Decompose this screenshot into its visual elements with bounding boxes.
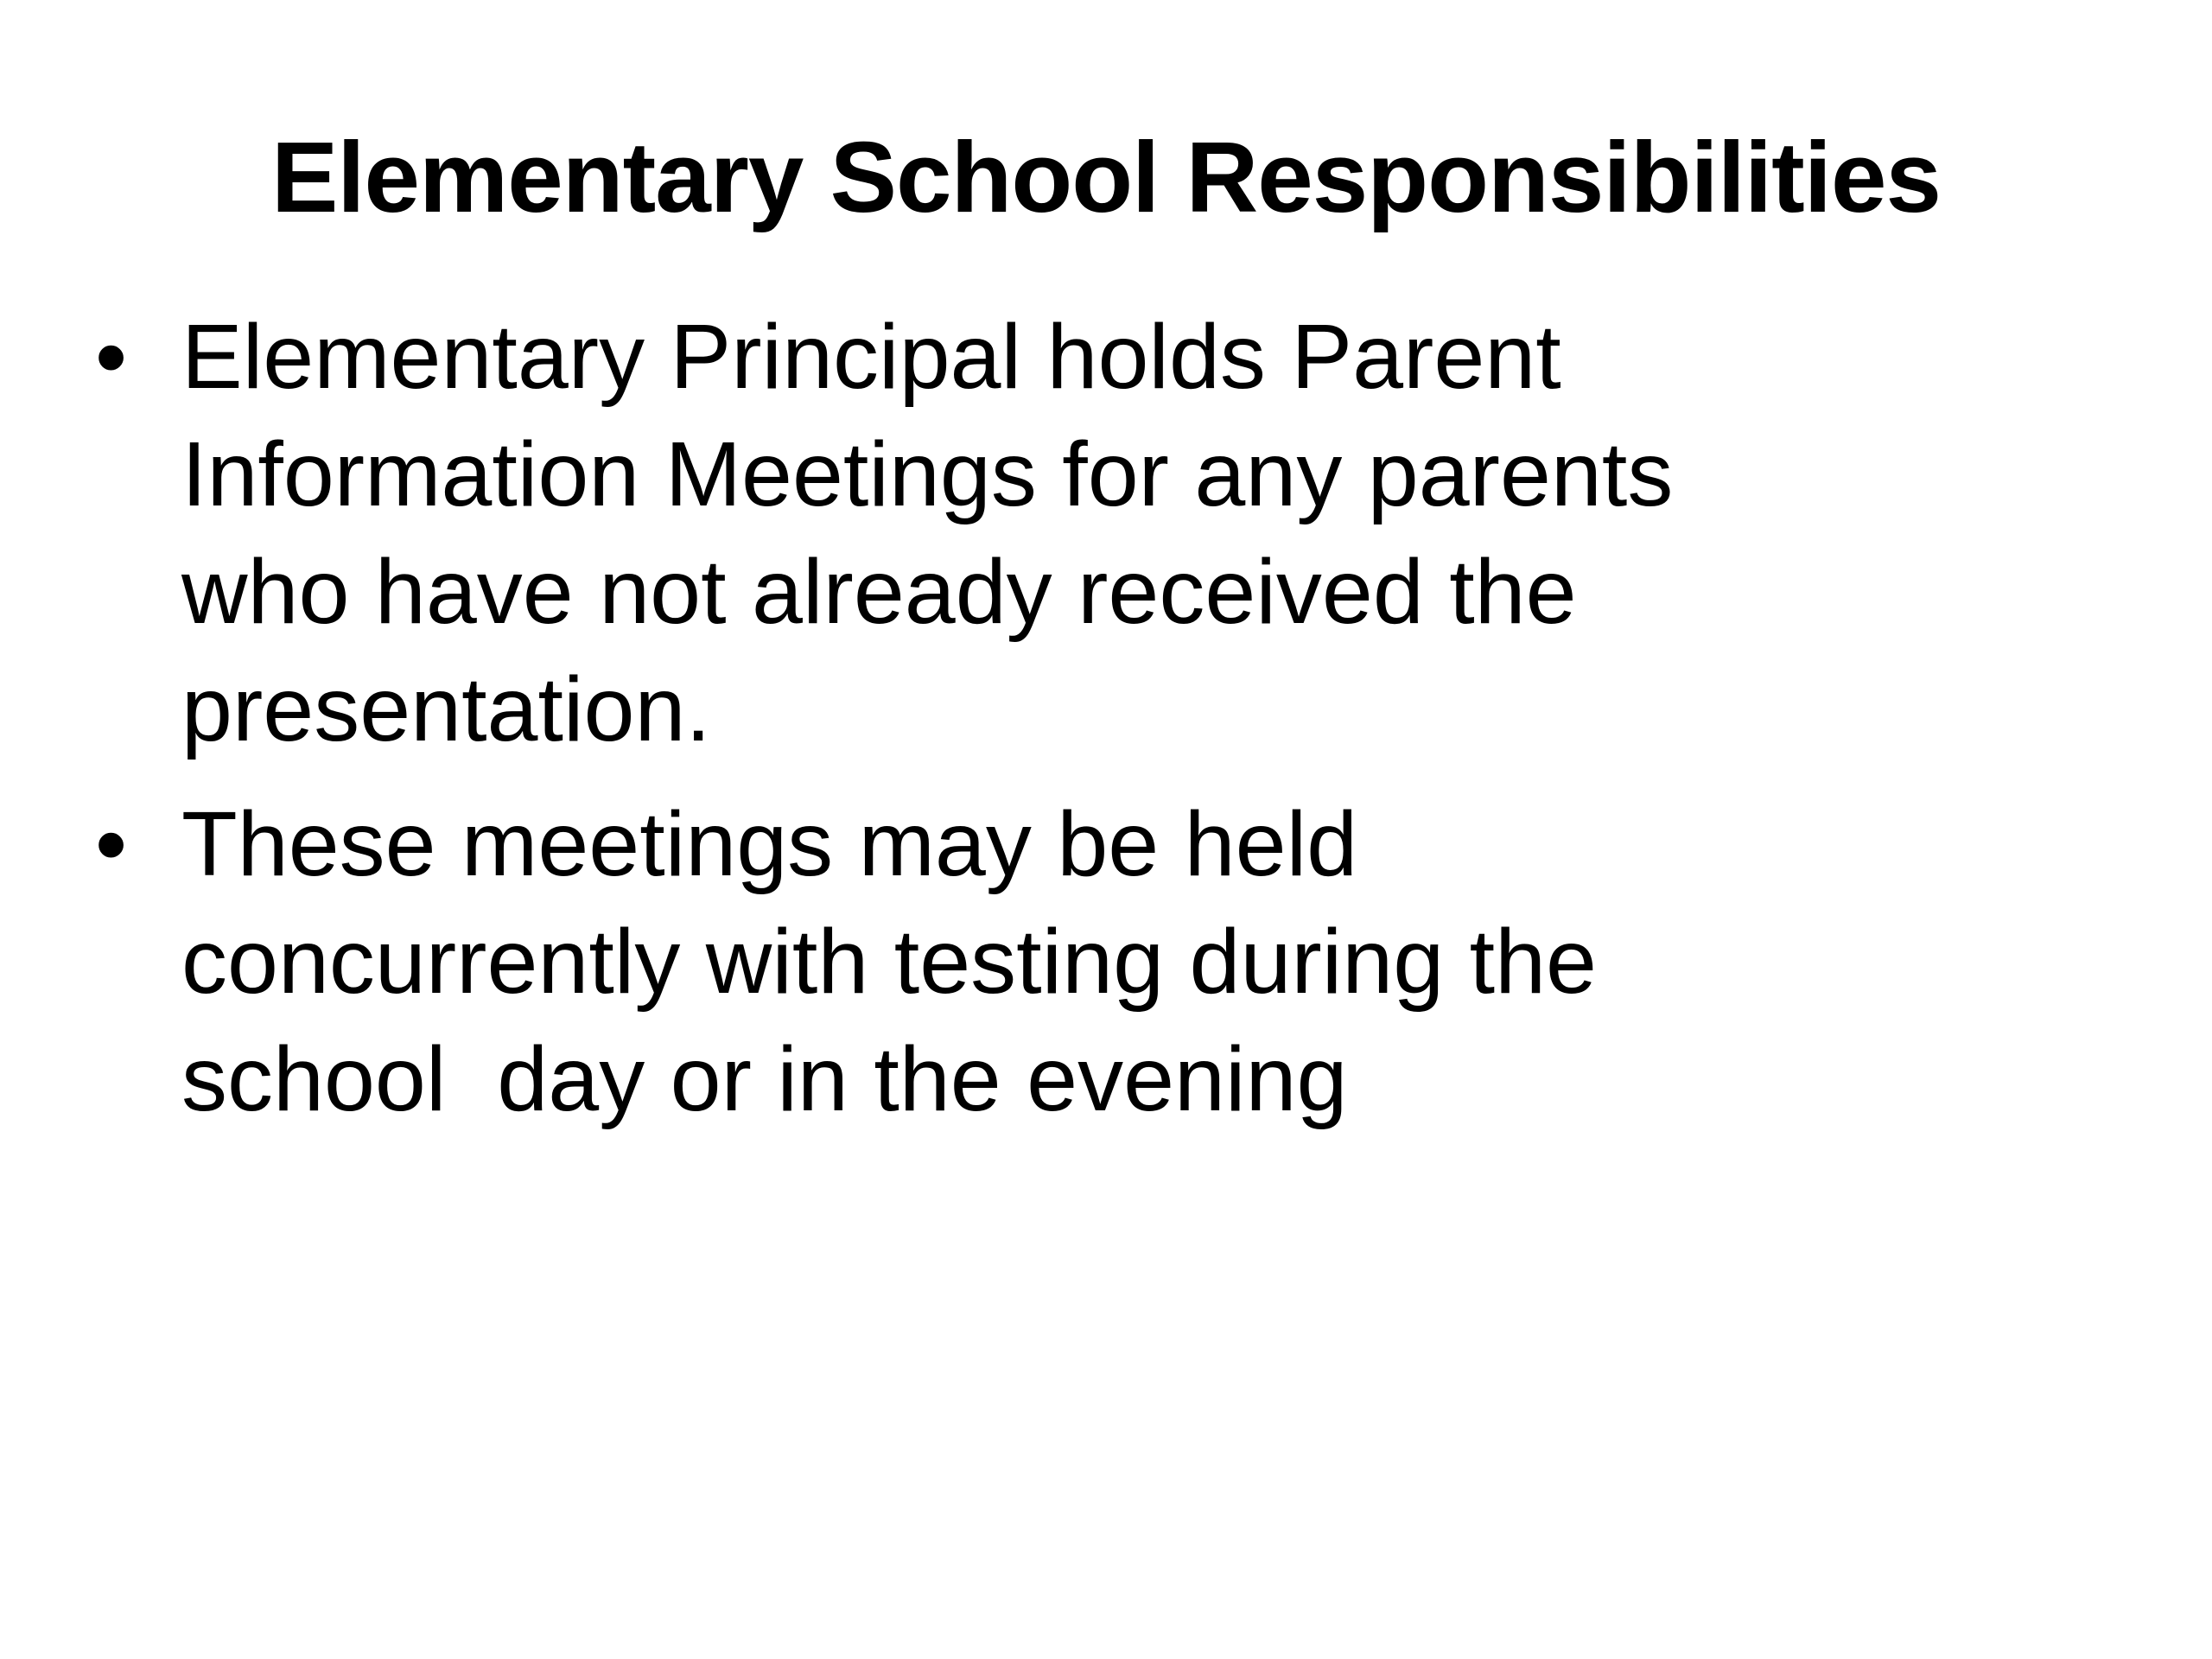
bullet-icon: • (95, 306, 128, 408)
bullet-text-line: presentation. (181, 658, 711, 760)
bullet-item-meeting-timing (95, 785, 2134, 1138)
bullet-text-line: who have not already received the (181, 541, 1577, 643)
bullet-text-line: Information Meetings for any parents (181, 423, 1674, 525)
bullet-list (95, 298, 2134, 1155)
bullet-item-parent-meetings (95, 298, 2134, 768)
bullet-text-line: concurrently with testing during the (181, 911, 1597, 1013)
bullet-text-line: Elementary Principal holds Parent (181, 306, 1561, 408)
slide-title: Elementary School Responsibilities (270, 121, 1942, 233)
bullet-icon: • (95, 793, 128, 895)
bullet-text-line: school day or in the evening (181, 1028, 1348, 1130)
bullet-text-line: These meetings may be held (181, 793, 1358, 895)
